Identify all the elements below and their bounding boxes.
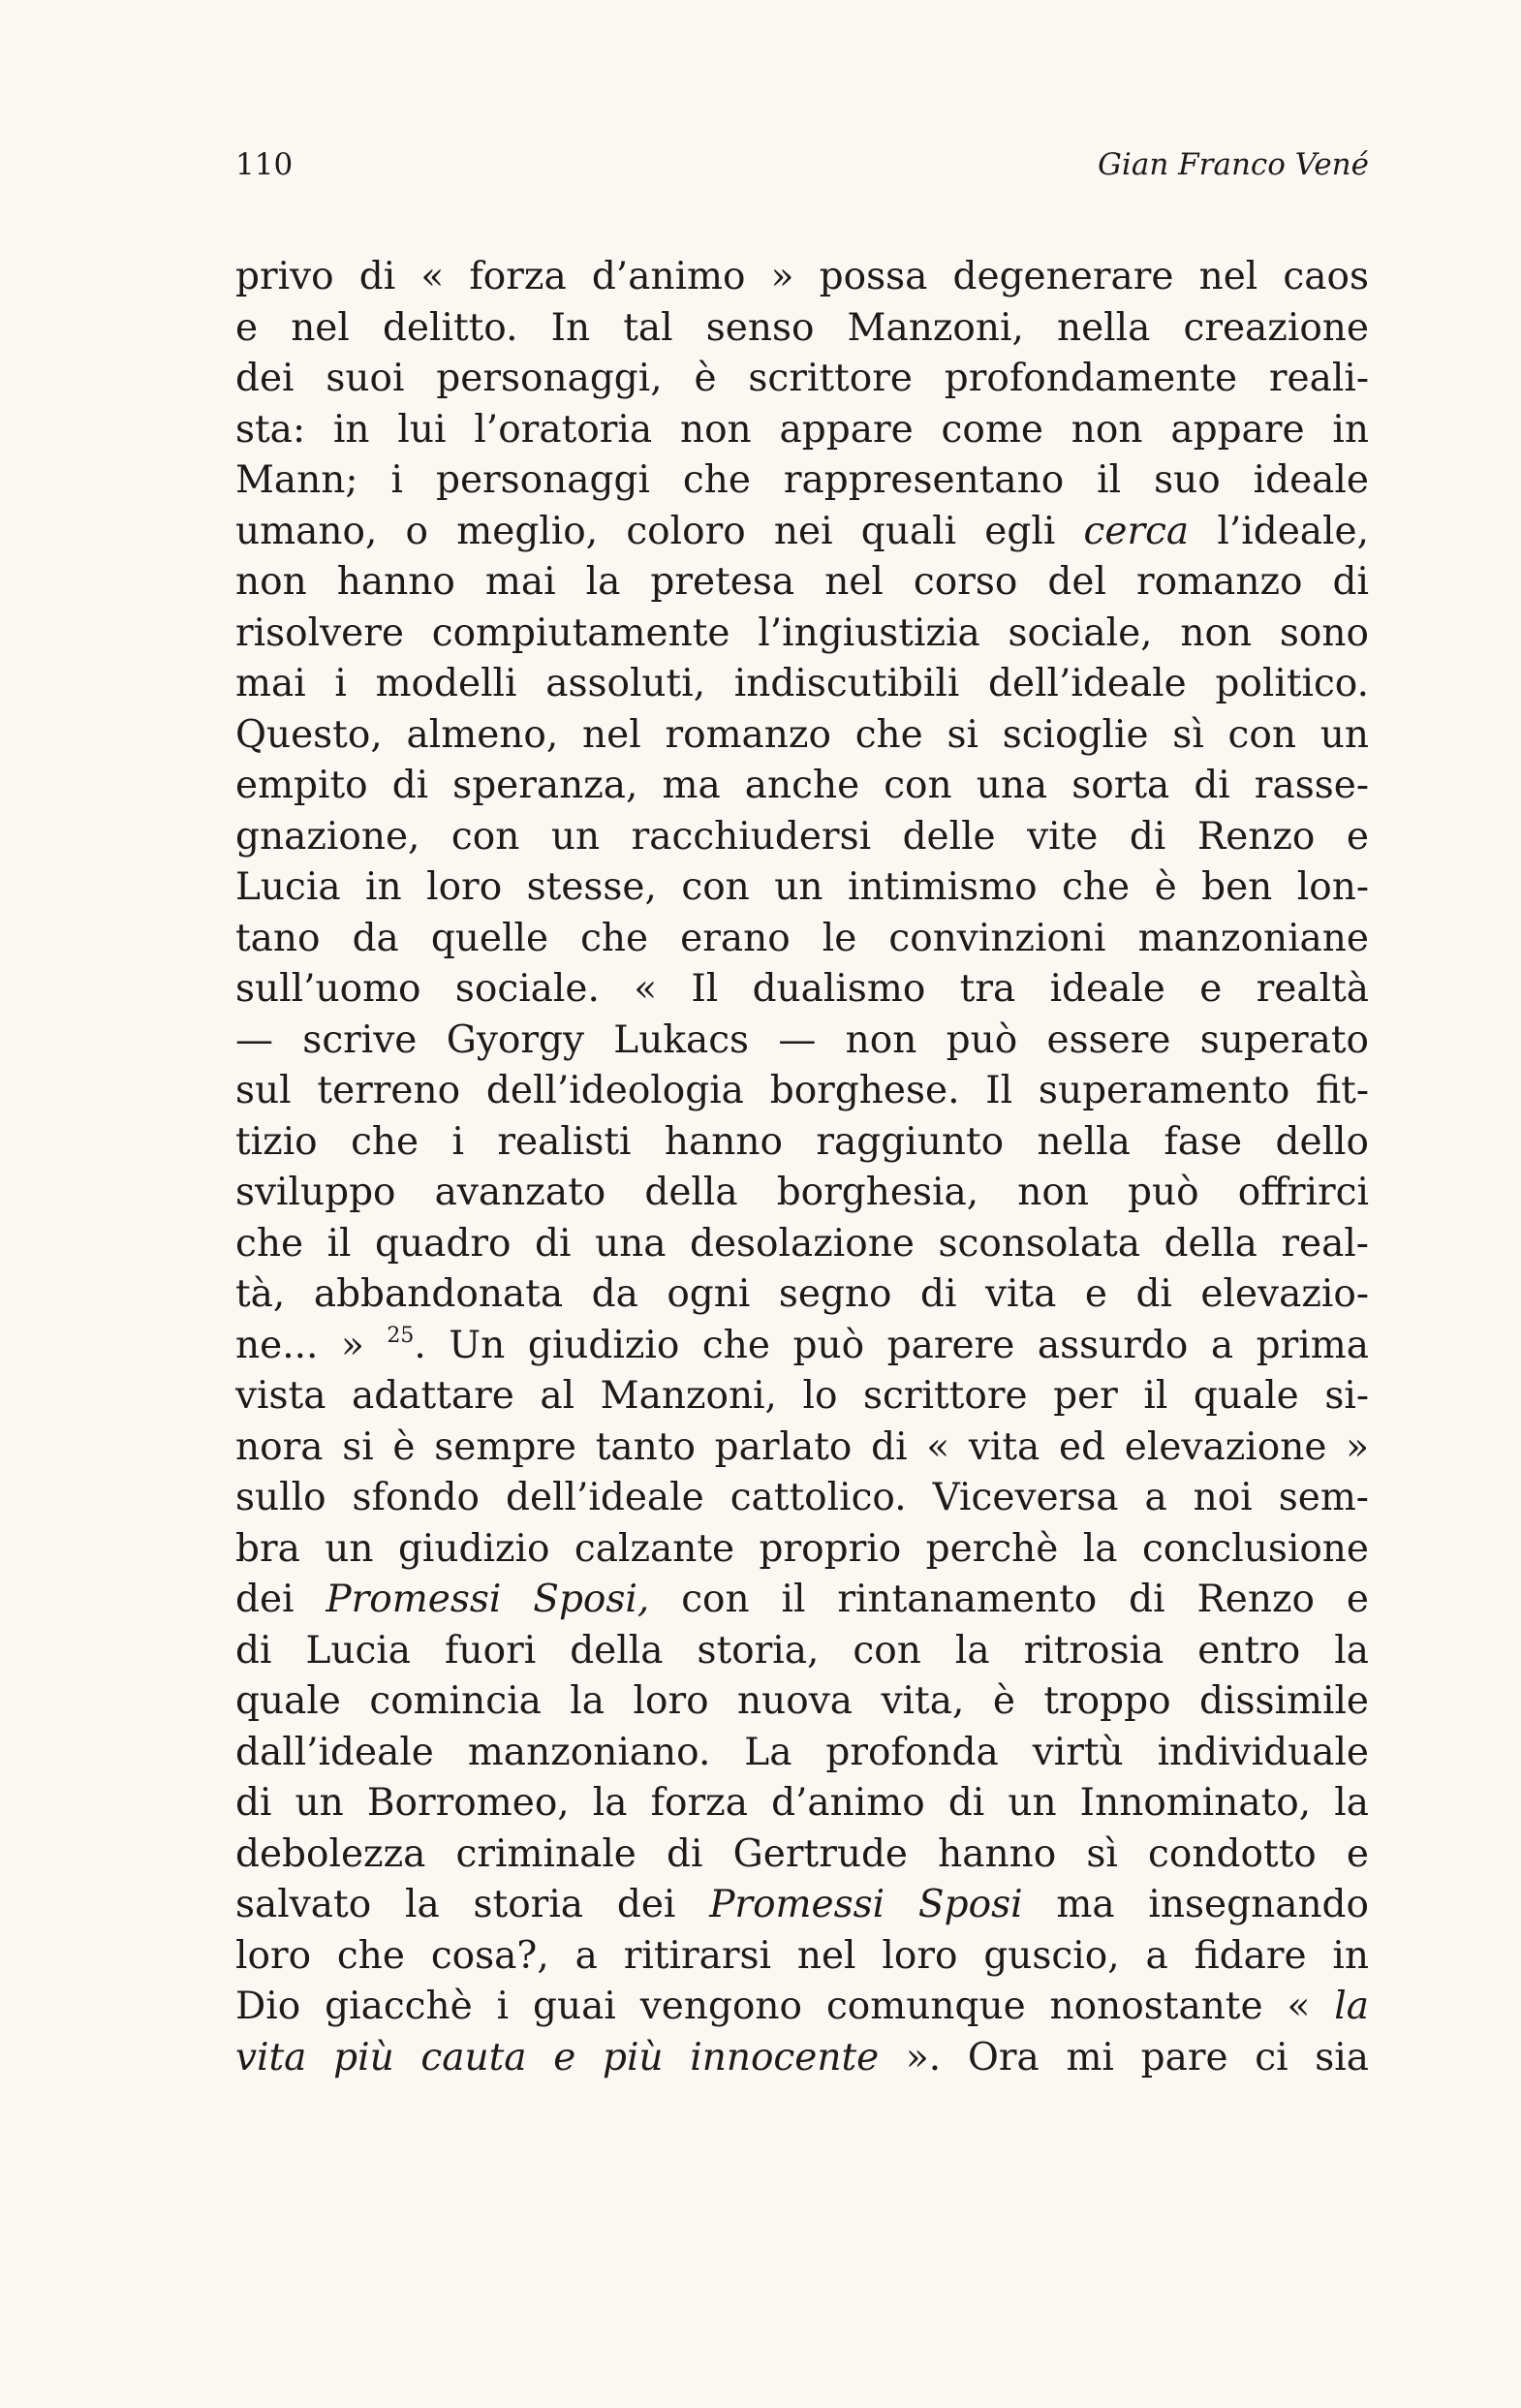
- text-line: di Lucia fuori della storia, con la ritrosia entro la: [235, 1628, 1369, 1673]
- text-line: empito di speranza, ma anche con una sorta di rasse-: [235, 764, 1369, 807]
- text-line: sul terreno dell’ideologia borghese. Il superamento fit-: [235, 1069, 1369, 1112]
- text-line: Questo, almeno, nel romanzo che si scioglie sì con un: [235, 712, 1369, 757]
- text-line: — scrive Gyorgy Lukacs — non può essere superato: [235, 1017, 1369, 1062]
- text-line: gnazione, con un racchiudersi delle vite di Renzo e: [235, 814, 1369, 859]
- text-line: sull’uomo sociale. « Il dualismo tra ideale e realtà: [235, 967, 1369, 1011]
- text-line: loro che cosa?, a ritirarsi nel loro guscio, a fidare in: [235, 1933, 1369, 1978]
- text-line: Mann; i personaggi che rappresentano il suo ideale: [235, 458, 1369, 502]
- italic-emphasis: cerca: [1083, 509, 1190, 553]
- text-line: tano da quelle che erano le convinzioni manzoniane: [235, 916, 1369, 960]
- italic-quote: la: [1334, 1985, 1369, 2028]
- text-line: Lucia in loro stesse, con un intimismo che è ben lon-: [235, 865, 1369, 909]
- running-head-author: Gian Franco Vené: [1098, 147, 1369, 182]
- text-line: e nel delitto. In tal senso Manzoni, nella creazione: [235, 305, 1369, 350]
- text-line: risolvere compiutamente l’ingiustizia sociale, non sono: [235, 610, 1369, 655]
- text-line: sta: in lui l’oratoria non appare come non appare in: [235, 407, 1369, 452]
- text-line: dei Promessi Sposi, con il rintanamento di Renzo e: [235, 1578, 1370, 1621]
- text-line: Dio giacchè i guai vengono comunque nonostante « la: [235, 1985, 1369, 2028]
- text-line: vita più cauta e più innocente ». Ora mi pare ci sia: [235, 2035, 1369, 2080]
- text-line: vista adattare al Manzoni, lo scrittore per il quale si-: [235, 1374, 1369, 1418]
- body-text: [235, 252, 1369, 2083]
- text-line: sviluppo avanzato della borghesia, non può offrirci: [235, 1171, 1369, 1214]
- text-line: salvato la storia dei Promessi Sposi ma insegnando: [235, 1883, 1370, 1926]
- text-line: non hanno mai la pretesa nel corso del romanzo di: [235, 560, 1369, 604]
- text-line: ne... » $^{25}$. Un giudizio che può parere assurdo a prima: [235, 1323, 1369, 1367]
- text-line: privo di « forza d’animo » possa degenerare nel caos: [235, 255, 1369, 298]
- text-line: quale comincia la loro nuova vita, è troppo dissimile: [235, 1679, 1369, 1723]
- italic-quote: vita più cauta e più innocente: [235, 2035, 880, 2080]
- text-line: dei suoi personaggi, è scrittore profondamente reali-: [235, 357, 1369, 400]
- text-line: dall’ideale manzoniano. La profonda virtù individuale: [235, 1730, 1369, 1774]
- italic-title: Promessi Sposi: [709, 1883, 1023, 1926]
- text-line: tizio che i realisti hanno raggiunto nella fase dello: [235, 1119, 1369, 1164]
- italic-title: Promessi Sposi,: [326, 1578, 650, 1621]
- text-line: nora si è sempre tanto parlato di « vita ed elevazione »: [235, 1424, 1369, 1469]
- text-line: sullo sfondo dell’ideale cattolico. Viceversa a noi sem-: [235, 1476, 1369, 1519]
- page-header: [235, 145, 1369, 184]
- text-line: mai i modelli assoluti, indiscutibili dell’ideale politico.: [235, 662, 1369, 705]
- text-line: che il quadro di una desolazione sconsolata della real-: [235, 1221, 1369, 1266]
- footnote-marker: 25: [387, 1323, 415, 1348]
- text-line: debolezza criminale di Gertrude hanno sì condotto e: [235, 1831, 1369, 1876]
- text-line: umano, o meglio, coloro nei quali egli cerca l’ideale,: [235, 509, 1369, 553]
- text-line: tà, abbandonata da ogni segno di vita e di elevazio-: [235, 1272, 1369, 1316]
- page-number: 110: [235, 147, 294, 182]
- text-line: bra un giudizio calzante proprio perchè la conclusione: [235, 1526, 1369, 1571]
- text-line: di un Borromeo, la forza d’animo di un Innominato, la: [235, 1781, 1369, 1825]
